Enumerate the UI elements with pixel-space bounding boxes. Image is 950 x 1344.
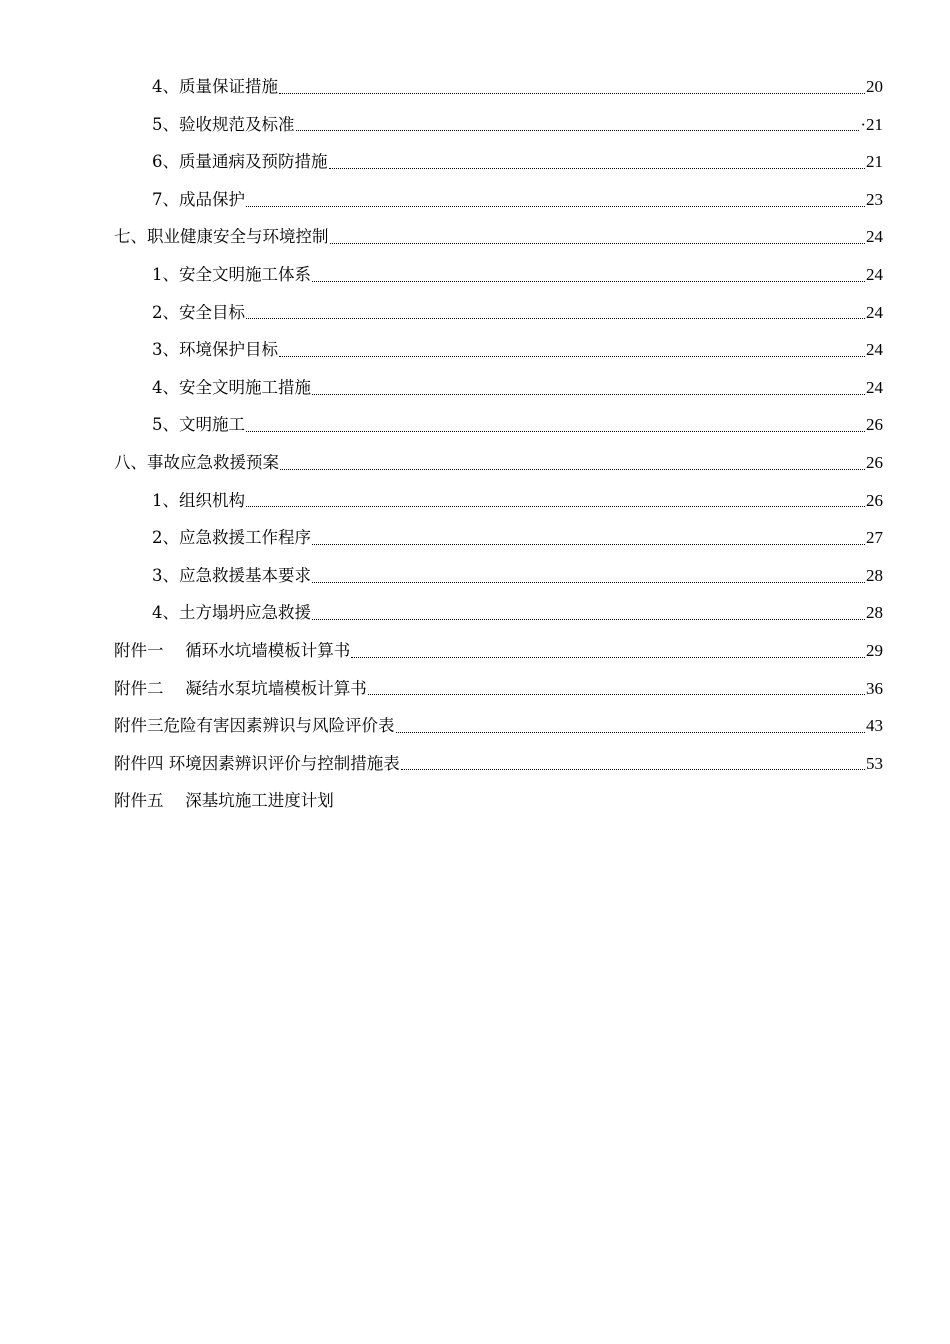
toc-entry[interactable] xyxy=(114,444,883,482)
toc-page-number: 24 xyxy=(866,377,883,397)
toc-entry-title: 八、事故应急救援预案 xyxy=(114,452,279,472)
toc-page-number: 43 xyxy=(866,716,883,736)
toc-entry[interactable] xyxy=(114,294,883,332)
toc-entry[interactable] xyxy=(114,369,883,407)
toc-entry-title: 2、应急救援工作程序 xyxy=(152,528,311,548)
toc-entry-title: 4、土方塌坍应急救援 xyxy=(152,603,311,623)
toc-page-number: ·21 xyxy=(860,114,883,134)
toc-page-number: 27 xyxy=(866,528,883,548)
toc-dot-leader xyxy=(246,205,865,207)
toc-dot-leader xyxy=(368,693,865,695)
toc-page-number: 29 xyxy=(866,640,883,660)
toc-entry-title: 1、组织机构 xyxy=(152,490,245,510)
toc-dot-leader xyxy=(312,280,865,282)
toc-entry-title: 2、安全目标 xyxy=(152,302,245,322)
toc-entry[interactable] xyxy=(114,218,883,256)
toc-dot-leader xyxy=(401,768,865,770)
toc-dot-leader xyxy=(246,505,865,507)
toc-entry-title: 3、应急救援基本要求 xyxy=(152,565,311,585)
toc-entry-title: 5、文明施工 xyxy=(152,415,245,435)
toc-entry[interactable] xyxy=(114,106,883,144)
toc-page-number: 26 xyxy=(866,415,883,435)
toc-entry[interactable] xyxy=(114,557,883,595)
toc-entry[interactable] xyxy=(114,519,883,557)
toc-dot-leader xyxy=(312,393,865,395)
toc-entry-title: 4、质量保证措施 xyxy=(152,77,278,96)
toc-entry-title: 附件二 凝结水泵坑墙模板计算书 xyxy=(114,678,367,698)
toc-page-number: 24 xyxy=(866,264,883,284)
toc-dot-leader xyxy=(280,468,865,470)
toc-page-number: 24 xyxy=(866,340,883,360)
toc-entry[interactable] xyxy=(114,782,883,820)
toc-entry-title: 附件四 环境因素辨识评价与控制措施表 xyxy=(114,753,400,773)
table-of-contents xyxy=(114,68,883,820)
toc-dot-leader xyxy=(330,242,866,244)
toc-page-number: 28 xyxy=(866,603,883,623)
toc-page-number: 20 xyxy=(866,77,883,96)
toc-entry-title: 附件三危险有害因素辨识与风险评价表 xyxy=(114,716,395,736)
toc-dot-leader xyxy=(312,543,865,545)
toc-entry-title: 七、职业健康安全与环境控制 xyxy=(114,227,329,247)
toc-page-number: 24 xyxy=(866,227,883,247)
toc-entry-title: 附件一 循环水坑墙模板计算书 xyxy=(114,640,351,660)
toc-entry[interactable] xyxy=(114,632,883,670)
toc-entry-title: 4、安全文明施工措施 xyxy=(152,377,311,397)
toc-dot-leader xyxy=(296,129,860,131)
toc-entry[interactable] xyxy=(114,143,883,181)
toc-dot-leader xyxy=(396,731,866,733)
toc-page-number: 26 xyxy=(866,490,883,510)
toc-entry[interactable] xyxy=(114,707,883,745)
toc-page-number: 23 xyxy=(866,189,883,209)
toc-entry[interactable] xyxy=(114,594,883,632)
toc-dot-leader xyxy=(279,92,865,94)
toc-entry-title: 附件五 深基坑施工进度计划 xyxy=(114,791,334,811)
toc-entry[interactable] xyxy=(114,331,883,369)
toc-page-number: 36 xyxy=(866,678,883,698)
toc-page-number: 24 xyxy=(866,302,883,322)
toc-entry[interactable] xyxy=(114,406,883,444)
toc-entry[interactable] xyxy=(114,256,883,294)
toc-dot-leader xyxy=(329,167,866,169)
toc-dot-leader xyxy=(246,430,865,432)
toc-dot-leader xyxy=(351,656,865,658)
toc-page-number: 26 xyxy=(866,452,883,472)
toc-page-number: 21 xyxy=(866,152,883,172)
toc-entry[interactable] xyxy=(114,670,883,708)
toc-entry-title: 1、安全文明施工体系 xyxy=(152,264,311,284)
toc-dot-leader xyxy=(279,355,865,357)
toc-entry-title: 3、环境保护目标 xyxy=(152,340,278,360)
toc-entry[interactable] xyxy=(114,181,883,219)
toc-dot-leader xyxy=(312,581,865,583)
toc-entry[interactable] xyxy=(114,482,883,520)
toc-page-number: 53 xyxy=(866,753,883,773)
toc-entry[interactable] xyxy=(114,68,883,106)
toc-page-number: 28 xyxy=(866,565,883,585)
toc-entry-title: 6、质量通病及预防措施 xyxy=(152,152,328,172)
toc-dot-leader xyxy=(312,618,865,620)
toc-entry-title: 7、成品保护 xyxy=(152,189,245,209)
toc-entry-title: 5、验收规范及标准 xyxy=(152,114,295,134)
toc-dot-leader xyxy=(246,317,865,319)
toc-entry[interactable] xyxy=(114,745,883,783)
